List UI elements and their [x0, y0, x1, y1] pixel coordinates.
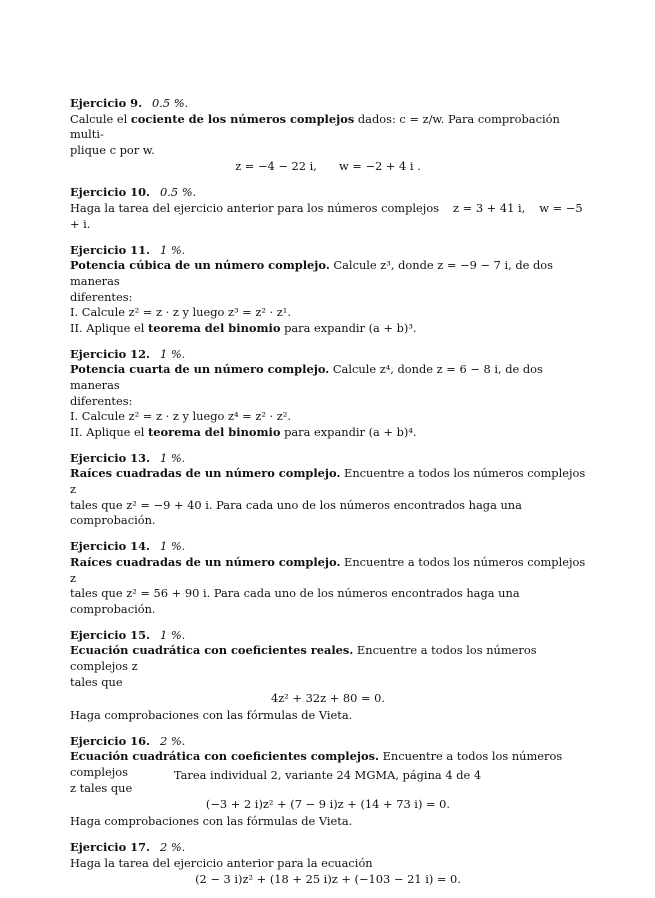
exercise-title: Ejercicio 9. — [70, 96, 143, 110]
exercise-title: Ejercicio 16. — [70, 733, 150, 748]
exercise-title: Ejercicio 12. — [70, 346, 150, 361]
display-equation: (−3 + 2 i)z² + (7 − 9 i)z + (14 + 73 i) = 0. — [205, 797, 451, 812]
exercise-heading — [70, 243, 586, 259]
exercise-weight: 1 %. — [159, 539, 186, 554]
exercise-text: diferentes: — [70, 289, 133, 304]
exercise-text: diferentes: — [70, 393, 133, 408]
exercise-text: Haga la tarea del ejercicio anterior para la ecuación — [70, 855, 373, 870]
exercise-text: tales que z² = 56 + 90 i. Para cada uno de los números encontrados haga una comprobación. — [70, 586, 520, 616]
bold-term: teorema del binomio — [148, 424, 281, 439]
exercise-12 — [70, 347, 586, 441]
text-run: Calcule z⁴, donde z = 6 − 8 i, de dos maneras — [70, 362, 543, 392]
exercise-heading — [70, 734, 586, 750]
text-run: Encuentre a todos los números complejos z — [70, 643, 537, 673]
text-run: dados: c = z/w. Para comprobación multi- — [70, 111, 560, 142]
page-footer: Tarea individual 2, variante 24 MGMA, página 4 de 4 — [173, 768, 482, 782]
exercise-heading — [70, 185, 586, 201]
exercise-text: Haga comprobaciones con las fórmulas de Vieta. — [70, 707, 353, 722]
equation-part: w = −2 + 4 i . — [338, 159, 421, 174]
equation-part: z = 3 + 41 i, — [453, 201, 526, 216]
exercise-title: Ejercicio 15. — [70, 627, 150, 642]
exercise-15 — [70, 628, 586, 724]
bold-term: cociente de los números complejos — [130, 111, 355, 126]
exercise-title: Ejercicio 10. — [70, 185, 150, 200]
exercise-title: Ejercicio 17. — [70, 839, 150, 854]
text-run: para expandir (a + b)⁴. — [280, 424, 417, 439]
bold-term: Raíces cuadradas de un número complejo. — [70, 466, 341, 481]
bold-term: Potencia cuarta de un número complejo. — [70, 362, 330, 377]
exercise-heading — [70, 96, 586, 112]
exercise-text: tales que — [70, 674, 123, 689]
exercise-heading — [70, 451, 586, 467]
exercise-13 — [70, 451, 586, 529]
exercise-title: Ejercicio 13. — [70, 450, 150, 465]
exercise-weight: 1 %. — [159, 450, 186, 465]
bold-term: Potencia cúbica de un número complejo. — [70, 258, 330, 273]
text-run: Haga la tarea del ejercicio anterior para los números complejos — [70, 201, 440, 216]
exercise-weight: 1 %. — [159, 242, 186, 257]
exercise-14 — [70, 539, 586, 617]
exercise-text: Haga comprobaciones con las fórmulas de Vieta. — [70, 813, 353, 828]
exercise-text: tales que z² = −9 + 40 i. Para cada uno de los números encontrados haga una comprobación. — [70, 497, 522, 528]
exercise-weight: 2 %. — [159, 839, 186, 854]
exercise-text — [70, 643, 586, 674]
exercise-11 — [70, 243, 586, 337]
exercise-9 — [70, 96, 586, 175]
text-run: II. Aplique el — [70, 320, 149, 335]
bold-term: Raíces cuadradas de un número complejo. — [70, 554, 341, 569]
exercise-text — [70, 112, 586, 143]
text-run: para expandir (a + b)³. — [280, 320, 417, 335]
exercise-weight: 1 %. — [159, 627, 186, 642]
exercise-item: I. Calcule z² = z · z y luego z⁴ = z² · z². — [70, 409, 291, 424]
exercise-weight: 0.5 %. — [152, 96, 189, 110]
exercise-text: plique c por w. — [70, 142, 155, 157]
display-equation: (2 − 3 i)z² + (18 + 25 i)z + (−103 − 21 i) = 0. — [195, 872, 461, 887]
text-run: Calcule el — [70, 111, 131, 126]
exercise-title: Ejercicio 11. — [70, 242, 150, 257]
exercise-text: z tales que — [70, 780, 133, 795]
display-equation: 4z² + 32z + 80 = 0. — [270, 691, 386, 706]
exercise-heading — [70, 539, 586, 555]
text-run: Encuentre a todos los números complejos z — [70, 554, 586, 585]
exercise-text — [70, 555, 586, 586]
exercise-weight: 2 %. — [159, 733, 186, 748]
exercise-10 — [70, 185, 586, 232]
exercise-17 — [70, 840, 586, 888]
exercise-text — [70, 201, 586, 232]
bold-term: teorema del binomio — [148, 320, 281, 335]
exercise-item: I. Calcule z² = z · z y luego z³ = z² · z¹. — [70, 305, 291, 320]
exercise-heading — [70, 347, 586, 363]
text-run: Encuentre a todos los números complejos z — [70, 466, 586, 497]
bold-term: Ecuación cuadrática con coeficientes reales. — [70, 643, 354, 658]
text-run: II. Aplique el — [70, 424, 149, 439]
exercise-heading — [70, 628, 586, 644]
equation-part: w = −5 + i. — [70, 201, 583, 231]
exercise-weight: 0.5 %. — [159, 185, 197, 200]
exercise-text — [70, 362, 586, 393]
text-run: Calcule z³, donde z = −9 − 7 i, de dos maneras — [70, 258, 553, 288]
text-run: Encuentre a todos los números complejos — [70, 749, 563, 780]
exercise-weight: 1 %. — [159, 346, 186, 361]
exercise-text — [70, 258, 586, 289]
exercise-text — [70, 466, 586, 497]
equation-part: z = −4 − 22 i, — [235, 159, 317, 174]
display-equation — [70, 159, 586, 175]
exercise-item — [70, 425, 586, 441]
exercise-item — [70, 321, 586, 337]
bold-term: Ecuación cuadrática con coeficientes complejos. — [70, 749, 379, 764]
exercise-title: Ejercicio 14. — [70, 539, 150, 554]
